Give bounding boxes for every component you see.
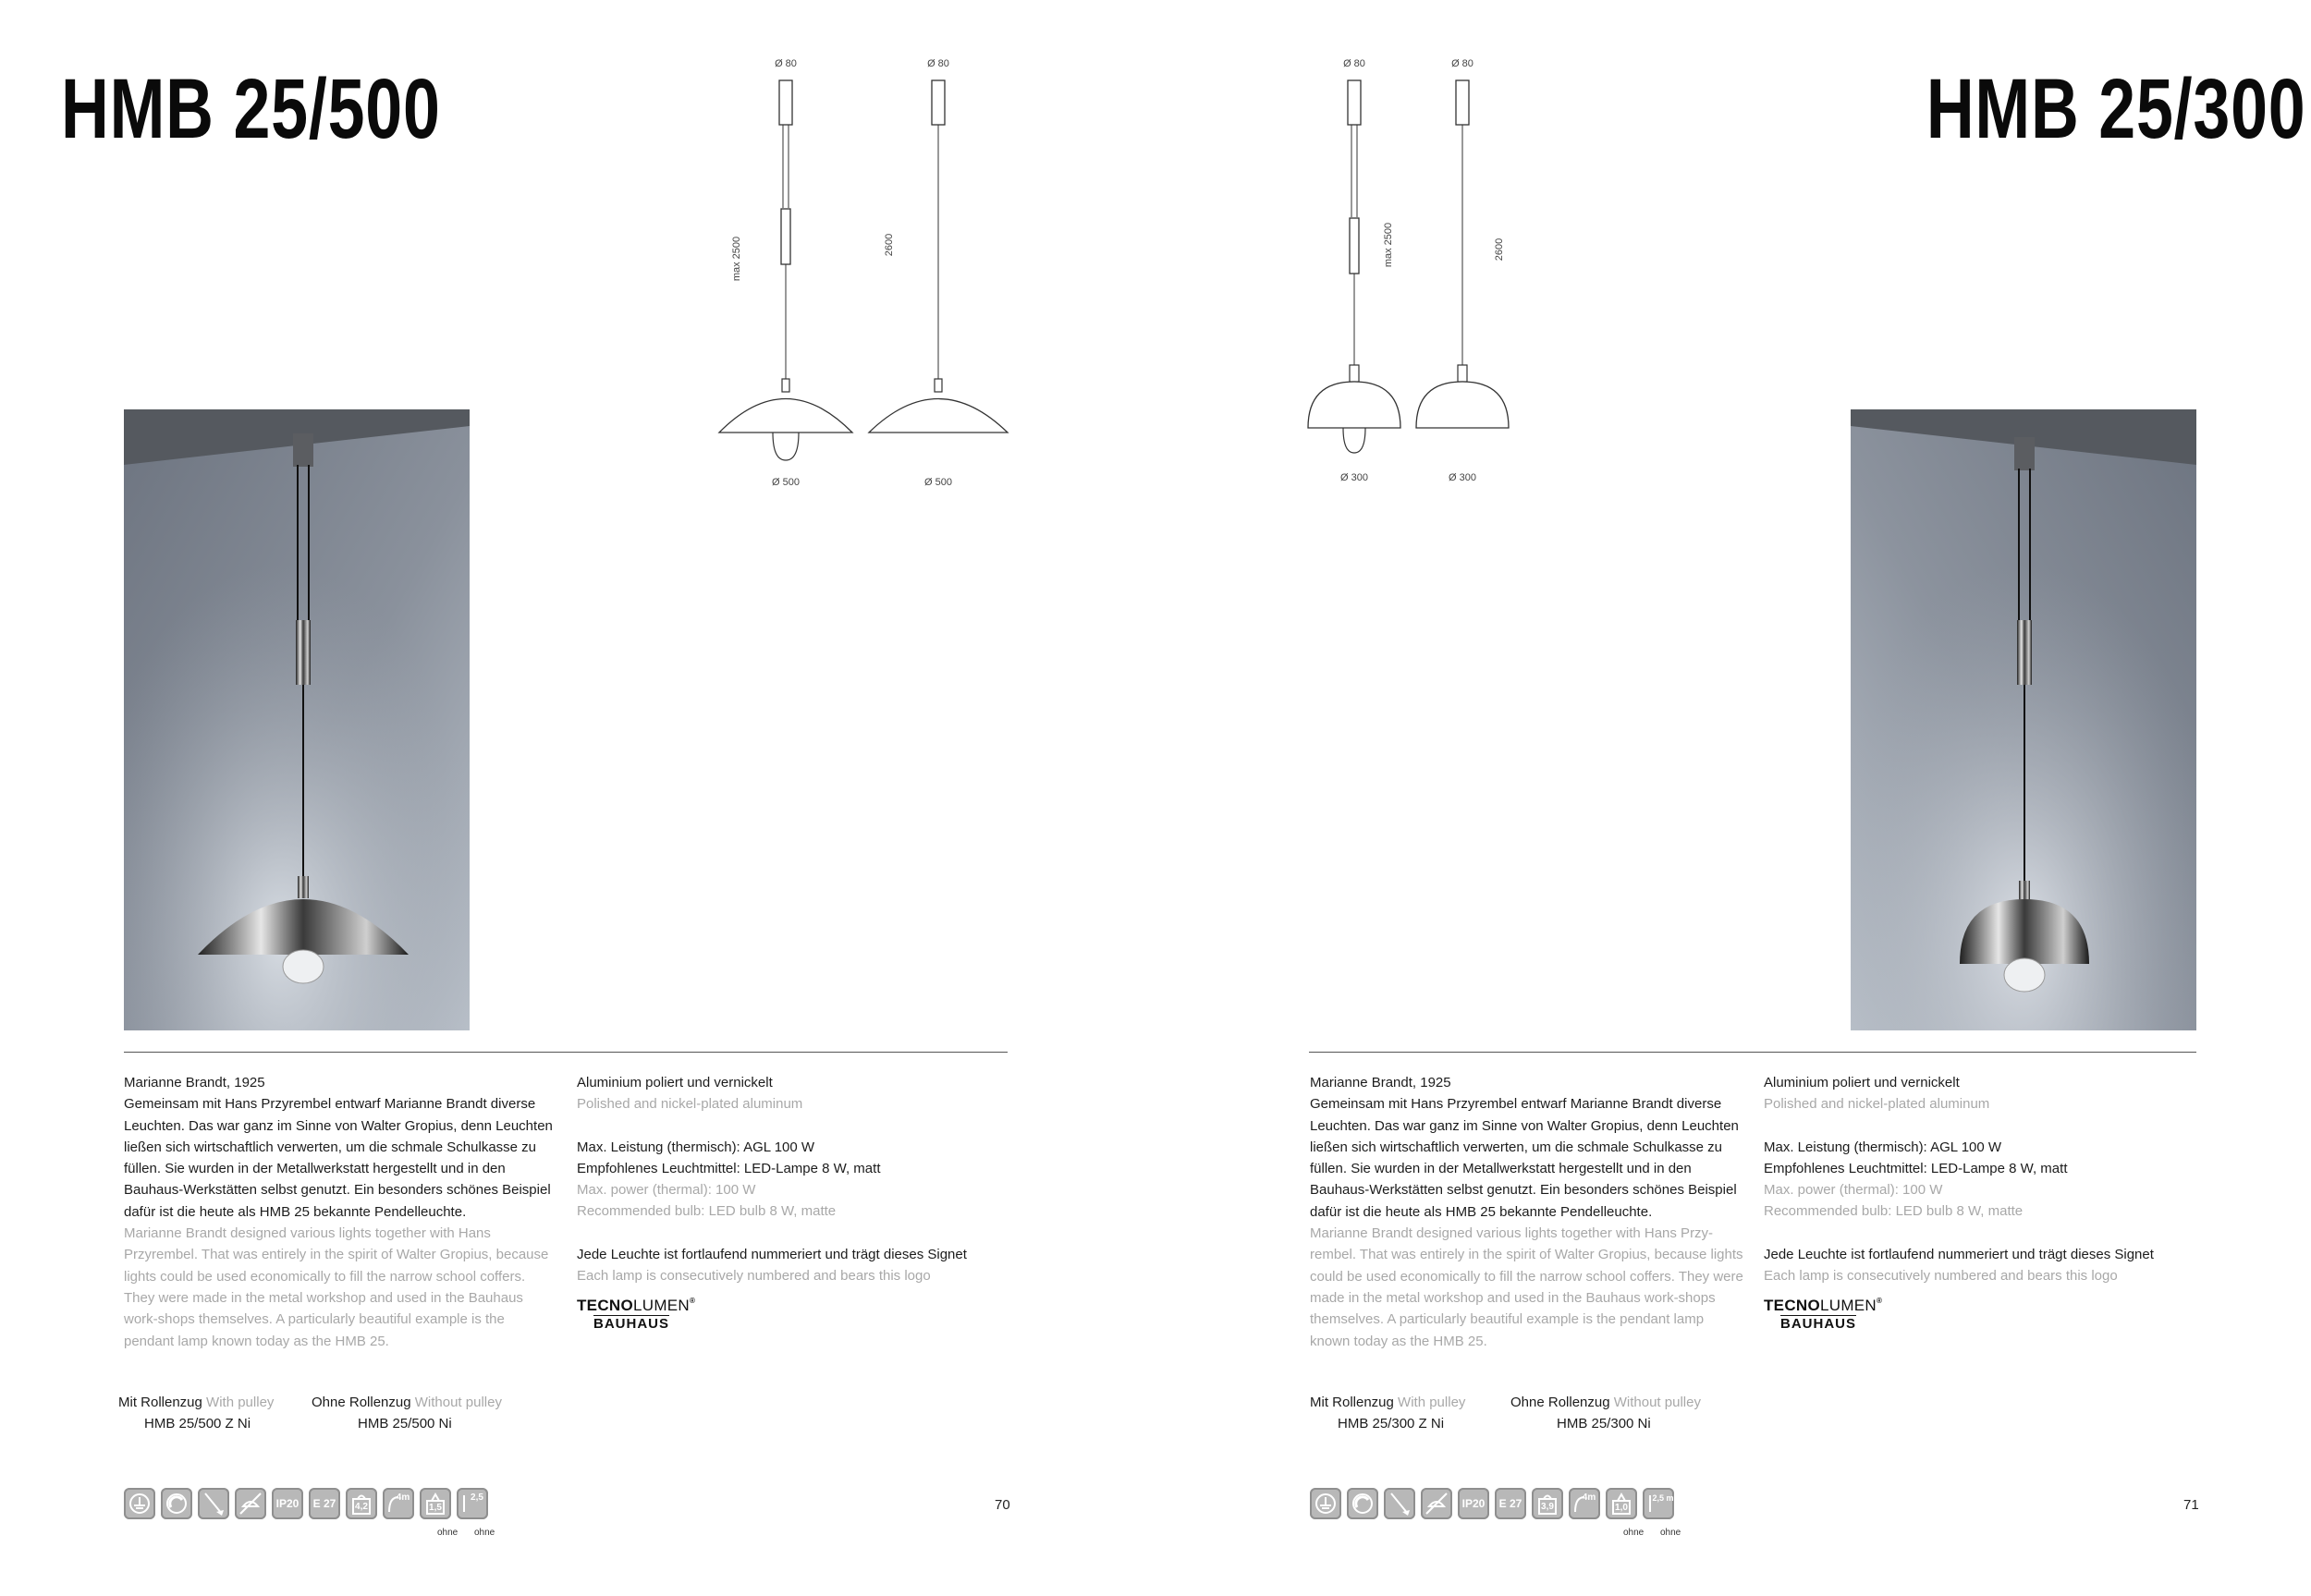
specs-column <box>1764 1072 2198 1331</box>
pendant-icon <box>1384 1488 1415 1519</box>
technical-drawing <box>712 46 1045 508</box>
bulb-de: Empfohlenes Leuchtmittel: LED-Lampe 8 W, matt <box>1764 1160 2068 1176</box>
designer: Marianne Brandt, 1925 <box>124 1075 265 1090</box>
dim-top-diameter: Ø 80 <box>927 58 949 69</box>
technical-drawing <box>1294 46 1571 508</box>
dim-shade-diameter: Ø 300 <box>1449 472 1476 483</box>
material-en: Polished and nickel-plated aluminum <box>1764 1096 1990 1113</box>
dim-top-diameter: Ø 80 <box>1451 58 1473 69</box>
product-photo <box>1851 409 2196 1030</box>
dim-shade-diameter: Ø 500 <box>924 477 952 488</box>
ground-icon <box>124 1488 155 1519</box>
variant-without-pulley: Ohne Rollenzug Without pulley HMB 25/500 Ni <box>312 1392 502 1434</box>
variant-code: HMB 25/300 Z Ni <box>1338 1416 1445 1432</box>
spec-icons <box>124 1488 512 1525</box>
numbered-en: Each lamp is consecutively numbered and bears this logo <box>1764 1268 2118 1285</box>
material-en: Polished and nickel-plated aluminum <box>577 1096 803 1113</box>
dim-top-diameter: Ø 80 <box>775 58 797 69</box>
power-en: Max. power (thermal): 100 W <box>1764 1182 1943 1199</box>
description-en: Marianne Brandt designed various lights together with Hans Przyrembel. That was entirely in the spirit of Walter Gropius, because lights could be used economically to fill the narrow school coffers. They were made in the metal workshop and used in the Bauhaus work-shops themselves. A particularly beautiful example is the pendant lamp known today as the HMB 25. <box>124 1225 549 1349</box>
weight-icon: 3,9 <box>1532 1488 1563 1519</box>
no-lamp-icon <box>1421 1488 1452 1519</box>
variant-with-pulley: Mit Rollenzug With pulley HMB 25/500 Z Ni <box>118 1392 274 1434</box>
product-photo <box>124 409 470 1030</box>
ip-rating-badge: IP20 <box>272 1488 303 1519</box>
tecnolumen-logo: TECNOLUMEN® BAUHAUS <box>1764 1297 1883 1333</box>
weight-icon: 4,2 <box>346 1488 377 1519</box>
numbered-en: Each lamp is consecutively numbered and bears this logo <box>577 1268 931 1285</box>
ohne-label: ohne <box>1623 1528 1645 1538</box>
power-en: Max. power (thermal): 100 W <box>577 1182 756 1199</box>
dim-shade-diameter: Ø 300 <box>1340 472 1368 483</box>
variant-code: HMB 25/500 Ni <box>358 1416 452 1432</box>
divider <box>1309 1052 2196 1053</box>
length-icon: 2,5 m <box>1643 1488 1674 1519</box>
dim-shade-diameter: Ø 500 <box>772 477 800 488</box>
power-de: Max. Leistung (thermisch): AGL 100 W <box>577 1139 815 1155</box>
bulb-de: Empfohlenes Leuchtmittel: LED-Lampe 8 W, matt <box>577 1160 881 1176</box>
specs-column <box>577 1072 1011 1331</box>
socket-badge: E 27 <box>1495 1488 1526 1519</box>
variant-code: HMB 25/500 Z Ni <box>144 1416 251 1432</box>
pendant-icon <box>198 1488 229 1519</box>
description-de: Gemeinsam mit Hans Przyrembel entwarf Marianne Brandt diverse Leuchten. Das war ganz im Sinne von Walter Gropius, denn Leuchten ließen sich wirtschaftlich verwerten, um die schmale Schulkasse zu füllen. Sie wurden in der Metallwerkstatt hergestellt und in den Bauhaus-Werkstätten selbst genutzt. Ein besonders schönes Beispiel dafür ist die heute als HMB 25 bekannte Pendelleuchte. <box>124 1096 553 1220</box>
numbered-de: Jede Leuchte ist fortlaufend nummeriert und trägt dieses Signet <box>1764 1246 2154 1262</box>
ip-rating-badge: IP20 <box>1458 1488 1489 1519</box>
ohne-label: ohne <box>474 1528 495 1538</box>
cable-length-icon: 4m <box>1569 1488 1600 1519</box>
description-column <box>124 1072 558 1352</box>
length-icon: 2,5 <box>457 1488 488 1519</box>
dim-height-pulley: max 2500 <box>731 236 742 282</box>
dim-top-diameter: Ø 80 <box>1343 58 1365 69</box>
power-de: Max. Leistung (thermisch): AGL 100 W <box>1764 1139 2002 1155</box>
bulb-en: Recommended bulb: LED bulb 8 W, matte <box>577 1203 837 1220</box>
ohne-label: ohne <box>437 1528 459 1538</box>
description-de: Gemeinsam mit Hans Przyrembel entwarf Marianne Brandt diverse Leuchten. Das war ganz im Sinne von Walter Gropius, denn Leuchten ließen sich wirtschaftlich verwerten, um die schmale Schulkasse zu füllen. Sie wurden in der Metallwerkstatt hergestellt und in den Bauhaus-Werkstätten selbst genutzt. Ein besonders schönes Beispiel dafür ist die heute als HMB 25 bekannte Pendelleuchte. <box>1310 1096 1739 1220</box>
material-de: Aluminium poliert und vernickelt <box>577 1075 773 1090</box>
dimmable-icon <box>161 1488 192 1519</box>
dim-height-pulley: max 2500 <box>1383 222 1394 268</box>
spec-icons <box>1310 1488 1698 1525</box>
page-number: 70 <box>995 1497 1010 1513</box>
designer: Marianne Brandt, 1925 <box>1310 1075 1451 1090</box>
dimmable-icon <box>1347 1488 1378 1519</box>
right-page <box>1156 0 2311 1596</box>
ground-icon <box>1310 1488 1341 1519</box>
variant-code: HMB 25/300 Ni <box>1557 1416 1651 1432</box>
page-title: HMB 25/300 <box>1926 62 2305 156</box>
variant-without-pulley: Ohne Rollenzug Without pulley HMB 25/300 Ni <box>1510 1392 1701 1434</box>
ohne-label: ohne <box>1660 1528 1681 1538</box>
numbered-de: Jede Leuchte ist fortlaufend nummeriert und trägt dieses Signet <box>577 1246 967 1262</box>
page-title: HMB 25/500 <box>61 62 441 156</box>
box-icon: 1,0 <box>1606 1488 1637 1519</box>
variant-with-pulley: Mit Rollenzug With pulley HMB 25/300 Z Ni <box>1310 1392 1465 1434</box>
no-lamp-icon <box>235 1488 266 1519</box>
material-de: Aluminium poliert und vernickelt <box>1764 1075 1960 1090</box>
divider <box>124 1052 1008 1053</box>
tecnolumen-logo: TECNOLUMEN® BAUHAUS <box>577 1297 696 1333</box>
cable-length-icon: 4m <box>383 1488 414 1519</box>
bulb-en: Recommended bulb: LED bulb 8 W, matte <box>1764 1203 2024 1220</box>
socket-badge: E 27 <box>309 1488 340 1519</box>
box-icon: 1,5 <box>420 1488 451 1519</box>
dim-height-fixed: 2600 <box>884 233 895 257</box>
description-column <box>1310 1072 1744 1352</box>
dim-height-fixed: 2600 <box>1494 238 1505 262</box>
description-en: Marianne Brandt designed various lights together with Hans Przy-rembel. That was entirely in the spirit of Walter Gropius, because lights could be used economically to fill the narrow school coffers. They were made in the metal workshop and used in the Bauhaus work-shops themselves. A particularly beautiful example is the pendant lamp known today as the HMB 25. <box>1310 1225 1743 1349</box>
page-number: 71 <box>2183 1497 2199 1513</box>
